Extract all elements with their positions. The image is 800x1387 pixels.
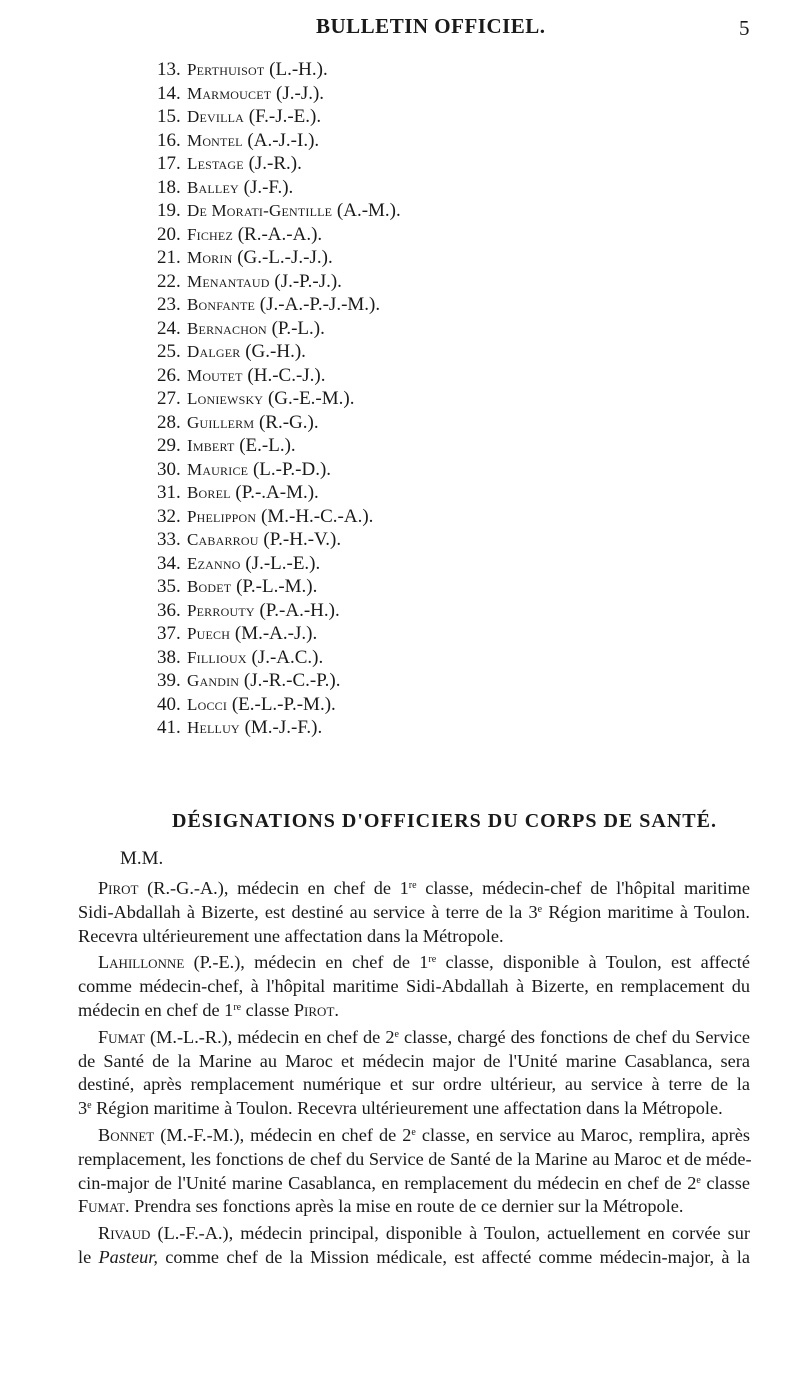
item-number: 25.	[157, 341, 181, 362]
item-number: 22.	[157, 270, 181, 292]
officer-name: Loniewsky	[187, 389, 264, 408]
officer-initials: (P.-L.-M.).	[236, 576, 318, 597]
item-number: 31.	[157, 482, 181, 503]
list-item	[157, 129, 401, 153]
officer-initials: (F.-J.-E.).	[248, 106, 322, 127]
officer-name: Gandin	[187, 671, 240, 690]
item-number: 40.	[157, 693, 181, 715]
officer-initials: (R.-A.-A.).	[237, 223, 323, 245]
officer-name: Guillerm	[187, 412, 255, 432]
officer-initials: (A.-M.).	[336, 200, 401, 221]
officer-initials: (L.-H.).	[269, 59, 328, 80]
officer-initials: (M.-H.-C.-A.).	[261, 505, 374, 527]
paragraph-fumat: Fumat (M.-L.-R.), médecin en chef de 2e classe, chargé des fonctions de chef du Service de Santé de la Marine au Maroc et médecin major de l'Unité marine Casablanca, sera destiné, après remplacement numérique et sur ordre ultérieur, au service à terre de la 3e Région maritime à Toulon. Recevra ultérieurement une affectation dans la Métropole.	[78, 1026, 750, 1119]
item-number: 39.	[157, 670, 181, 691]
list-item	[157, 622, 401, 646]
officer-name: Borel	[187, 483, 231, 502]
item-number: 33.	[157, 529, 181, 550]
list-item	[157, 223, 401, 247]
salutation: M.M.	[120, 848, 164, 869]
list-item	[157, 58, 401, 82]
officer-name: Fillioux	[187, 647, 247, 667]
officer-name: Perrouty	[187, 600, 255, 620]
item-number: 28.	[157, 411, 181, 433]
officer-initials: (G.-H.).	[245, 341, 306, 362]
item-number: 34.	[157, 552, 181, 574]
list-item	[157, 646, 401, 670]
officer-initials: (A.-J.-I.).	[247, 129, 320, 151]
officer-name: Rivaud	[98, 1223, 151, 1244]
item-number: 29.	[157, 435, 181, 456]
officer-initials: (J.-A.C.).	[251, 646, 324, 668]
page-number: 5	[739, 16, 750, 40]
item-number: 16.	[157, 129, 181, 151]
item-number: 18.	[157, 176, 181, 198]
item-number: 17.	[157, 153, 181, 174]
item-number: 38.	[157, 646, 181, 668]
list-item	[157, 458, 401, 482]
item-number: 14.	[157, 82, 181, 104]
paragraph-pirot: Pirot (R.-G.-A.), médecin en chef de 1re classe, médecin-chef de l'hôpital maritime Sidi-Abdallah à Bizerte, est destiné au service à terre de la 3e Région maritime à Toulon. Recevra ultérieurement une affectation dans la Métropole.	[78, 878, 751, 946]
designations-text	[78, 877, 750, 1273]
list-item	[157, 669, 401, 693]
officer-name: Puech	[187, 624, 231, 643]
officer-name: Phelippon	[187, 506, 257, 526]
officer-name: Lahillonne	[98, 952, 185, 973]
officer-initials: (L.-P.-D.).	[252, 458, 332, 480]
officer-initials: (E.-L.-P.-M.).	[231, 693, 336, 715]
officer-name: Bernachon	[187, 318, 267, 338]
list-item	[157, 152, 401, 176]
list-item	[157, 481, 401, 505]
officer-initials: (J.-A.-P.-J.-M.).	[259, 294, 381, 315]
officer-initials: (P.-H.-V.).	[263, 529, 342, 550]
item-number: 32.	[157, 505, 181, 527]
officer-name: Ezanno	[187, 553, 241, 573]
item-number: 30.	[157, 458, 181, 480]
officer-name: Bonfante	[187, 295, 256, 314]
list-item	[157, 176, 401, 200]
officer-name: Bonnet	[98, 1124, 155, 1145]
page-header	[0, 14, 800, 44]
officer-name: Balley	[187, 177, 239, 197]
officer-initials: (G.-L.-J.-J.).	[237, 247, 333, 268]
item-number: 21.	[157, 247, 181, 268]
officer-name: De Morati-Gentille	[187, 201, 333, 220]
officer-name: Moutet	[187, 365, 243, 385]
officer-name: Imbert	[187, 436, 235, 455]
paragraph-rivaud: Rivaud (L.-F.-A.), médecin principal, disponible à Toulon, actuellement en corvée sur le Pasteur, comme chef de la Mission médicale, est affecté comme médecin-major, à la	[78, 1223, 750, 1267]
list-item	[157, 716, 401, 740]
list-item	[157, 693, 401, 717]
list-item	[157, 528, 401, 552]
list-item	[157, 317, 401, 341]
officer-initials: (J.-P.-J.).	[274, 270, 342, 292]
officer-initials: (R.-G.).	[258, 411, 319, 433]
list-item	[157, 599, 401, 623]
officer-name: Dalger	[187, 342, 241, 361]
officer-initials: (J.-J.).	[276, 82, 325, 104]
officer-name: Marmoucet	[187, 83, 272, 103]
officer-name: Cabarrou	[187, 530, 259, 549]
officer-name: Montel	[187, 130, 243, 150]
list-item	[157, 82, 401, 106]
item-number: 15.	[157, 106, 181, 127]
officer-initials: (H.-C.-J.).	[247, 364, 326, 386]
list-item	[157, 199, 401, 223]
officer-initials: (M.-J.-F.).	[244, 717, 323, 738]
item-number: 26.	[157, 364, 181, 386]
list-item	[157, 293, 401, 317]
officer-name: Helluy	[187, 718, 240, 737]
officer-initials: (M.-A.-J.).	[234, 623, 318, 644]
paragraph-bonnet: Bonnet (M.-F.-M.), médecin en chef de 2e classe, en service au Maroc, remplira, après remplacement, les fonctions de chef du Service de Santé de la Marine au Maroc et de méde- cin-major de l'Unité marine Casablanca, en remplacement du médecin en chef de 2e classe Fumat. Prendra ses fonctions après la mise en route de ce dernier sur la Métropole.	[78, 1124, 752, 1217]
officer-name: Fichez	[187, 224, 233, 244]
list-item	[157, 552, 401, 576]
officer-initials: (G.-E.-M.).	[267, 388, 355, 409]
officer-initials: (P.-.A-M.).	[235, 482, 319, 503]
item-number: 24.	[157, 317, 181, 339]
item-number: 36.	[157, 599, 181, 621]
list-item	[157, 505, 401, 529]
officer-name: Maurice	[187, 459, 249, 479]
paragraph-lahillonne: Lahillonne (P.-E.), médecin en chef de 1re classe, disponible à Toulon, est affecté comme médecin-chef, à l'hôpital maritime Sidi-Abdallah à Bizerte, en remplacement du médecin en chef de 1re classe Pirot.	[78, 952, 750, 1020]
list-item	[157, 387, 401, 411]
officer-name: Perthuisot	[187, 60, 265, 79]
officer-name: Pirot	[98, 878, 139, 898]
list-item	[157, 246, 401, 270]
officer-initials: (J.-L.-E.).	[245, 552, 321, 574]
list-item	[157, 434, 401, 458]
officer-name: Menantaud	[187, 271, 270, 291]
officer-name: Bodet	[187, 577, 232, 596]
officer-name: Fumat	[98, 1026, 146, 1047]
item-number: 37.	[157, 623, 181, 644]
list-item	[157, 340, 401, 364]
item-number: 20.	[157, 223, 181, 245]
officer-name: Morin	[187, 248, 233, 267]
officer-initials: (J.-R.).	[248, 153, 302, 174]
list-item	[157, 364, 401, 388]
officer-initials: (E.-L.).	[239, 435, 296, 456]
officer-initials: (J.-F.).	[243, 176, 294, 198]
officer-name: Lestage	[187, 154, 244, 173]
officer-name: Devilla	[187, 107, 244, 126]
officer-initials: (P.-L.).	[271, 317, 325, 339]
item-number: 23.	[157, 294, 181, 315]
item-number: 27.	[157, 388, 181, 409]
item-number: 41.	[157, 717, 181, 738]
officer-list	[157, 58, 401, 740]
item-number: 13.	[157, 59, 181, 80]
list-item	[157, 270, 401, 294]
list-item	[157, 105, 401, 129]
officer-initials: (P.-A.-H.).	[259, 599, 340, 621]
section-title: DÉSIGNATIONS D'OFFICIERS DU CORPS DE SANTÉ.	[172, 810, 717, 832]
list-item	[157, 411, 401, 435]
list-item	[157, 575, 401, 599]
officer-name: Locci	[187, 694, 228, 714]
running-title: BULLETIN OFFICIEL.	[316, 14, 546, 38]
officer-initials: (J.-R.-C.-P.).	[243, 670, 341, 691]
item-number: 35.	[157, 576, 181, 597]
item-number: 19.	[157, 200, 181, 221]
